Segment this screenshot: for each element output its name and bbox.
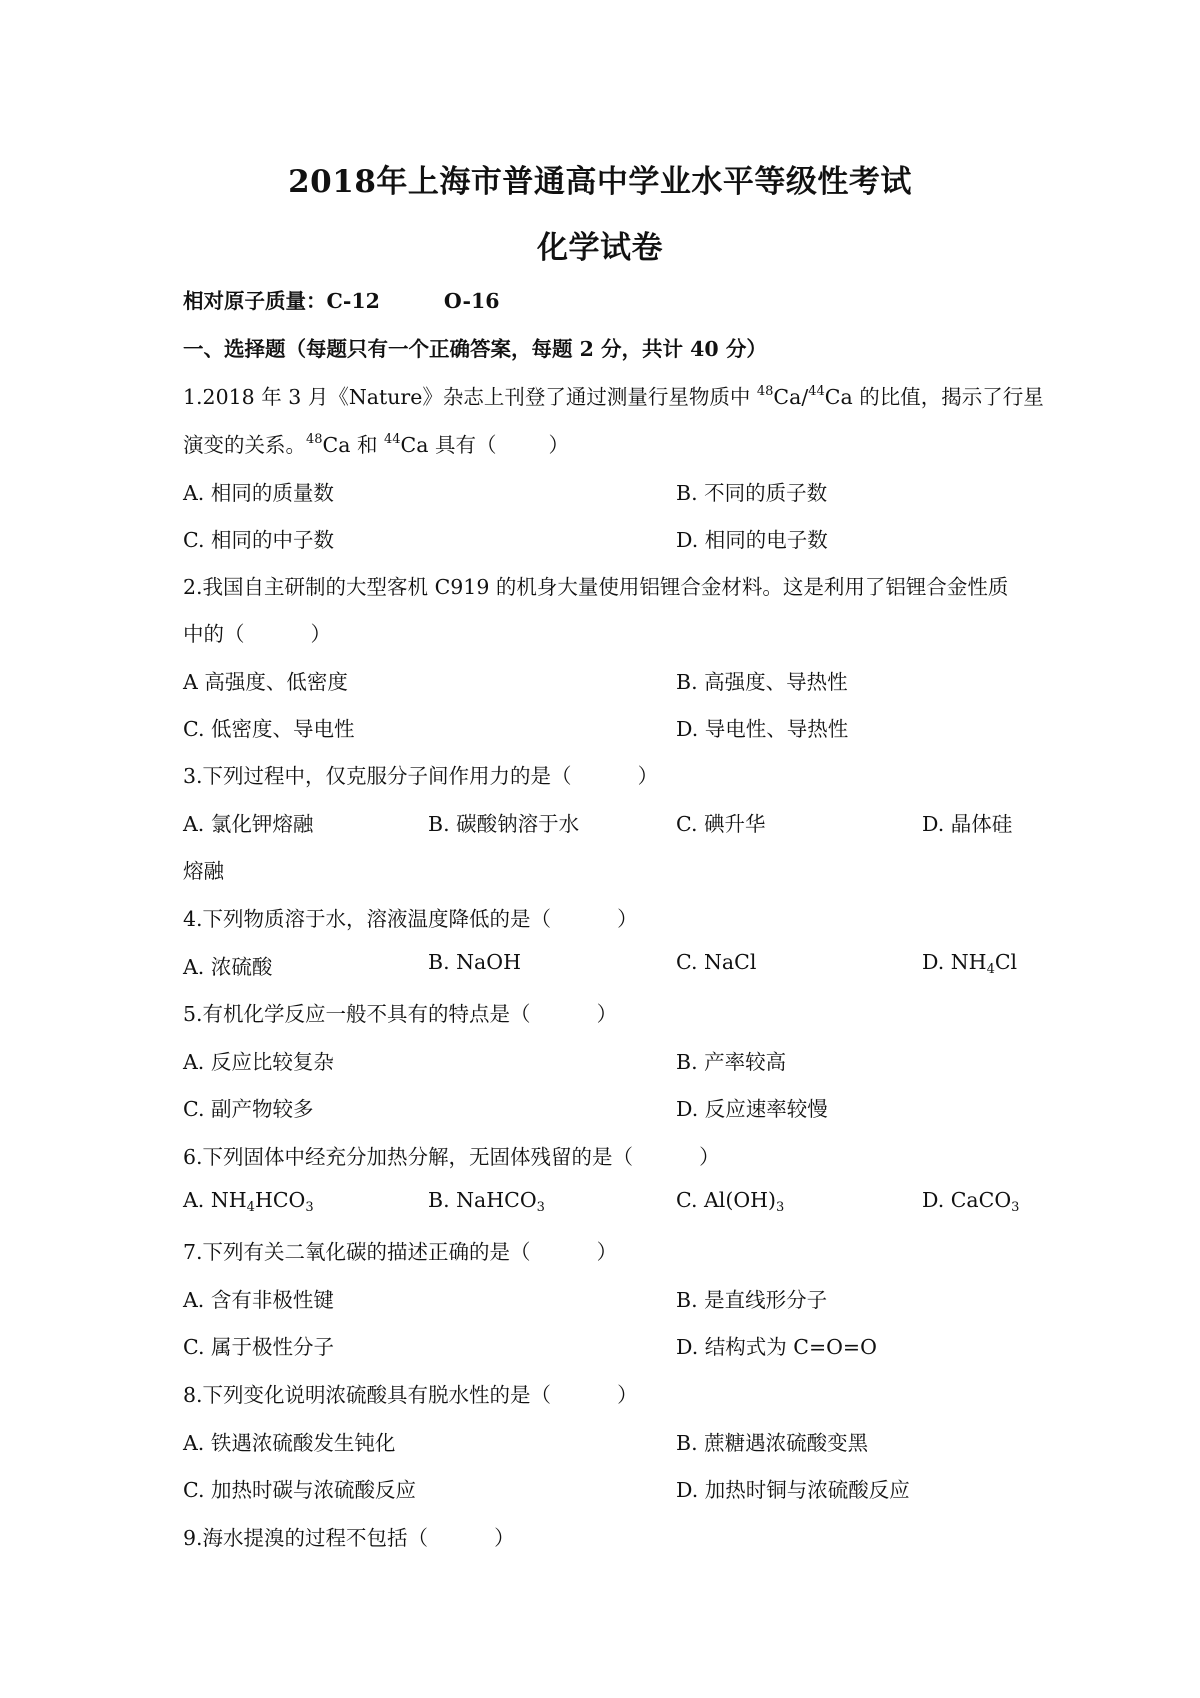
question-7-stem bbox=[183, 1235, 617, 1265]
isotope-44: 44 bbox=[808, 384, 825, 399]
q2-option-b: B. 高强度、导热性 bbox=[676, 670, 848, 694]
q1-option-b: B. 不同的质子数 bbox=[676, 481, 828, 505]
question-4-text: 4.下列物质溶于水，溶液温度降低的是（ bbox=[183, 907, 552, 931]
question-1-text-2: 演变的关系。 bbox=[183, 433, 306, 457]
question-3-text: 3.下列过程中，仅克服分子间作用力的是（ bbox=[183, 764, 572, 788]
q6-option-d bbox=[922, 1188, 1019, 1215]
exam-title: 2018年上海市普通高中学业水平等级性考试 bbox=[288, 164, 912, 200]
formula-part: Cl bbox=[994, 950, 1018, 974]
atomic-mass-o: O-16 bbox=[443, 289, 500, 313]
q6-option-a bbox=[183, 1188, 314, 1215]
q7-option-b: B. 是直线形分子 bbox=[676, 1288, 828, 1312]
formula-part: HCO bbox=[254, 1188, 306, 1212]
calcium-symbol: Ca/ bbox=[773, 385, 809, 409]
q3-option-b: B. 碳酸钠溶于水 bbox=[428, 812, 580, 836]
q4-option-c: C. NaCl bbox=[676, 950, 757, 974]
q8-option-b: B. 蔗糖遇浓硫酸变黑 bbox=[676, 1431, 869, 1455]
question-5-text: 5.有机化学反应一般不具有的特点是（ bbox=[183, 1002, 531, 1026]
question-2-line-1: 2.我国自主研制的大型客机 C919 的机身大量使用铝锂合金材料。这是利用了铝锂合金性质 bbox=[183, 575, 1009, 599]
question-4-stem bbox=[183, 902, 638, 932]
subscript: 3 bbox=[776, 1200, 785, 1215]
question-1-line-1 bbox=[183, 380, 1044, 410]
q8-option-c: C. 加热时碳与浓硫酸反应 bbox=[183, 1478, 416, 1502]
q5-option-b: B. 产率较高 bbox=[676, 1050, 787, 1074]
q8-option-d: D. 加热时铜与浓硫酸反应 bbox=[676, 1478, 910, 1502]
answer-blank-close: ） bbox=[596, 1002, 618, 1026]
q1-option-a: A. 相同的质量数 bbox=[183, 481, 334, 505]
answer-blank-close: ） bbox=[699, 1145, 720, 1169]
formula-part: A. NH bbox=[183, 1188, 247, 1212]
subscript: 4 bbox=[246, 1200, 255, 1215]
formula-part: D. NH bbox=[922, 950, 987, 974]
answer-blank-close: ） bbox=[617, 907, 638, 931]
atomic-mass-c: 相对原子质量：C-12 bbox=[183, 289, 380, 313]
subscript: 3 bbox=[536, 1200, 545, 1215]
question-6-text: 6.下列固体中经充分加热分解，无固体残留的是（ bbox=[183, 1145, 634, 1169]
answer-blank-close: ） bbox=[637, 764, 659, 788]
answer-blank-close: ） bbox=[596, 1240, 618, 1264]
isotope-48: 48 bbox=[756, 384, 774, 399]
q2-option-a: A 高强度、低密度 bbox=[183, 670, 348, 694]
question-5-stem bbox=[183, 997, 617, 1027]
formula-part: D. CaCO bbox=[922, 1188, 1012, 1212]
subscript: 3 bbox=[305, 1200, 314, 1215]
isotope-44: 44 bbox=[384, 432, 401, 447]
question-3-stem bbox=[183, 759, 658, 789]
exam-subtitle: 化学试卷 bbox=[537, 230, 663, 266]
calcium-symbol: Ca 和 bbox=[322, 433, 384, 457]
question-2-line-2 bbox=[183, 617, 331, 647]
question-1-text-cont: Ca 的比值，揭示了行星 bbox=[824, 385, 1044, 409]
q7-option-c: C. 属于极性分子 bbox=[183, 1335, 334, 1359]
isotope-48: 48 bbox=[306, 432, 323, 447]
question-1-text: 1.2018 年 3 月《Nature》杂志上刊登了通过测量行星物质中 bbox=[183, 385, 757, 409]
q1-option-c: C. 相同的中子数 bbox=[183, 528, 334, 552]
answer-blank-close: ） bbox=[548, 433, 569, 457]
q3-option-c: C. 碘升华 bbox=[676, 812, 766, 836]
q4-option-d bbox=[922, 950, 1017, 977]
q7-option-a: A. 含有非极性键 bbox=[183, 1288, 334, 1312]
subscript: 4 bbox=[986, 962, 995, 977]
q2-option-c: C. 低密度、导电性 bbox=[183, 717, 355, 741]
question-8-text: 8.下列变化说明浓硫酸具有脱水性的是（ bbox=[183, 1383, 552, 1407]
q4-option-a: A. 浓硫酸 bbox=[183, 955, 273, 979]
q5-option-c: C. 副产物较多 bbox=[183, 1097, 314, 1121]
formula-part: B. NaHCO bbox=[428, 1188, 537, 1212]
q6-option-b bbox=[428, 1188, 545, 1215]
q3-option-a: A. 氯化钾熔融 bbox=[183, 812, 314, 836]
q1-option-d: D. 相同的电子数 bbox=[676, 528, 828, 552]
answer-blank-close: ） bbox=[617, 1383, 638, 1407]
section-one-heading: 一、选择题（每题只有一个正确答案，每题 2 分，共计 40 分） bbox=[183, 337, 767, 361]
q5-option-d: D. 反应速率较慢 bbox=[676, 1097, 828, 1121]
question-9-text: 9.海水提溴的过程不包括（ bbox=[183, 1526, 429, 1550]
question-1-text-3: Ca 具有（ bbox=[400, 433, 497, 457]
question-7-text: 7.下列有关二氧化碳的描述正确的是（ bbox=[183, 1240, 531, 1264]
q4-option-b: B. NaOH bbox=[428, 950, 521, 974]
question-6-stem bbox=[183, 1140, 720, 1170]
subscript: 3 bbox=[1011, 1200, 1020, 1215]
question-1-line-2 bbox=[183, 428, 569, 458]
q3-option-d-wrap: 熔融 bbox=[183, 859, 224, 883]
answer-blank-close: ） bbox=[310, 622, 331, 646]
formula-part: C. Al(OH) bbox=[676, 1188, 777, 1212]
q7-option-d: D. 结构式为 C=O=O bbox=[676, 1335, 877, 1359]
q2-option-d: D. 导电性、导热性 bbox=[676, 717, 849, 741]
q8-option-a: A. 铁遇浓硫酸发生钝化 bbox=[183, 1431, 396, 1455]
q5-option-a: A. 反应比较复杂 bbox=[183, 1050, 334, 1074]
q6-option-c bbox=[676, 1188, 784, 1215]
question-9-stem bbox=[183, 1521, 515, 1551]
answer-blank-close: ） bbox=[494, 1526, 515, 1550]
atomic-mass-line bbox=[183, 284, 500, 314]
question-8-stem bbox=[183, 1378, 638, 1408]
q3-option-d: D. 晶体硅 bbox=[922, 812, 1013, 836]
question-2-text: 中的（ bbox=[183, 622, 245, 646]
